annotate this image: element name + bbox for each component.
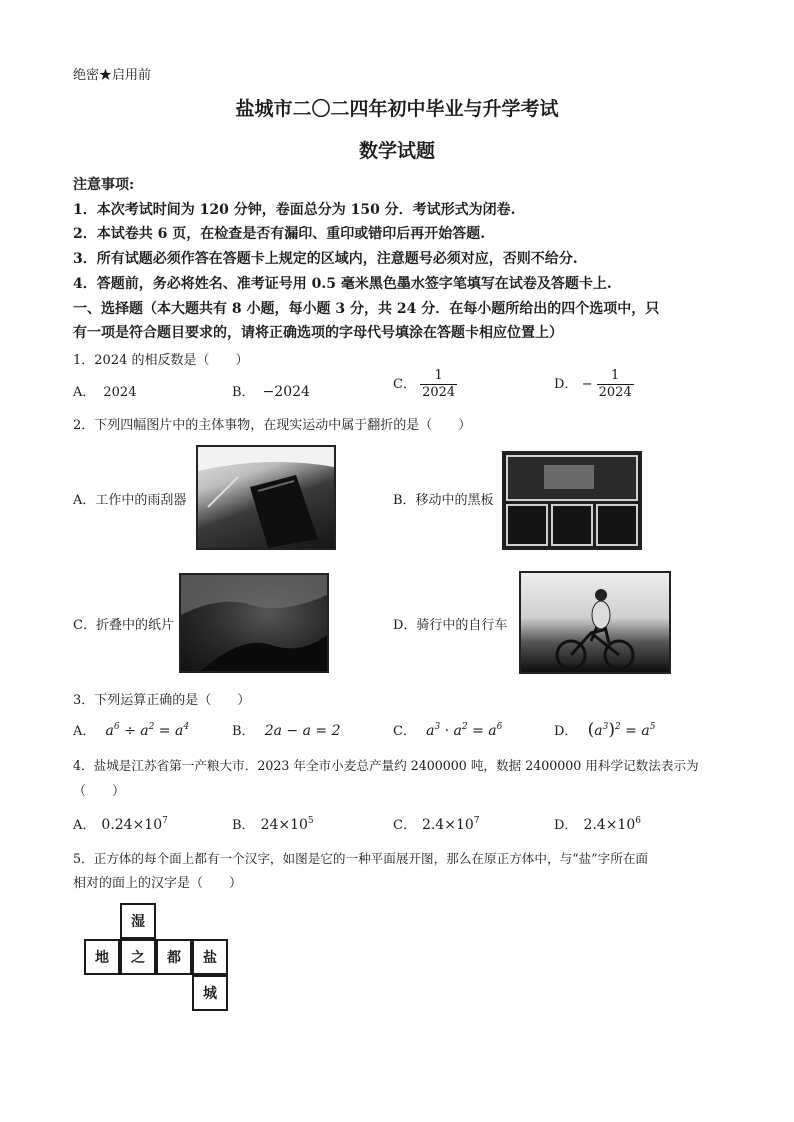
- wiper-photo: [196, 445, 336, 550]
- wiper-illustration: [198, 447, 334, 548]
- net-face-yan: 盐: [192, 939, 228, 975]
- q3-option-b: [232, 720, 340, 739]
- q1-d-denominator: 2024: [598, 385, 632, 400]
- q3-b-label: B．: [232, 724, 255, 739]
- q3-d-exp3: 5: [649, 722, 656, 732]
- q2-option-d-label: D．骑行中的自行车: [393, 618, 508, 633]
- q4-b-mantissa: 24×10: [260, 817, 308, 833]
- q3-a-exp2: 2: [148, 722, 155, 732]
- q3-a-exp3: 4: [183, 722, 190, 732]
- q4-option-d: [554, 814, 641, 833]
- q4-b-label: B．: [232, 818, 255, 833]
- notice-heading: 注意事项:: [73, 177, 135, 193]
- q3-a-label: A．: [73, 724, 96, 739]
- q3-stem: 3．下列运算正确的是（ ）: [73, 693, 251, 708]
- net-face-du: 都: [156, 939, 192, 975]
- net-face-zhi: 之: [120, 939, 156, 975]
- q3-d-expr: $(a^3)^2 = a^5$: [587, 720, 656, 740]
- q3-option-c: [393, 720, 502, 739]
- q3-d-label: D．: [554, 724, 578, 739]
- q5-stem-line2: 相对的面上的汉字是（ ）: [73, 876, 243, 891]
- exam-title: 盐城市二〇二四年初中毕业与升学考试: [235, 98, 559, 120]
- q1-option-d: [554, 368, 634, 401]
- q4-d-mantissa: 2.4×10: [583, 817, 636, 833]
- q1-d-fraction: [597, 368, 634, 401]
- q3-a-expr: [106, 723, 190, 739]
- q1-d-numerator: 1: [611, 368, 620, 383]
- paper-folding-illustration: [181, 575, 327, 671]
- secret-label: 绝密★启用前: [73, 68, 152, 83]
- q1-d-label: D．: [554, 377, 578, 392]
- q4-c-exponent: 7: [473, 816, 480, 826]
- q2-stem: 2．下列四幅图片中的主体事物，在现实运动中属于翻折的是（ ）: [73, 418, 472, 433]
- q3-option-d: [554, 720, 655, 740]
- q4-stem-line1: 4．盐城是江苏省第一产粮大市．2023 年全市小麦总产量约 2400000 吨，数据 2400000 用科学记数法表示为: [73, 758, 699, 773]
- q4-c-label: C．: [393, 818, 416, 833]
- q3-c-exp1: 3: [434, 722, 441, 732]
- q1-b-value: −2024: [262, 384, 310, 400]
- q2-option-b-label: B．移动中的黑板: [393, 493, 494, 508]
- q2-option-a-label: A．工作中的雨刮器: [73, 493, 187, 508]
- q3-b-expr: 2a − a = 2: [264, 723, 341, 739]
- q1-a-label: A．: [73, 385, 96, 400]
- q1-c-numerator: 1: [434, 368, 443, 383]
- q3-d-inner-exp: 3: [602, 722, 609, 732]
- q3-a-exp1: 6: [113, 722, 120, 732]
- q5-stem-line1: 5．正方体的每个面上都有一个汉字，如图是它的一种平面展开图，那么在原正方体中，与“盐”字所在面: [73, 851, 649, 866]
- notice-item-4: 4．答题前，务必将姓名、准考证号用 0.5 毫米黑色墨水签字笔填写在试卷及答题卡上.: [73, 276, 612, 292]
- q4-option-c: [393, 814, 480, 833]
- q1-a-value: 2024: [103, 385, 137, 400]
- q4-a-exponent: 7: [162, 816, 168, 826]
- q3-c-label: C．: [393, 724, 416, 739]
- q1-option-b: [232, 381, 310, 400]
- exam-subject: 数学试题: [358, 140, 435, 162]
- q4-stem-line2: （ ）: [73, 784, 126, 799]
- q1-c-fraction: [420, 368, 457, 401]
- q4-b-exponent: 5: [307, 816, 314, 826]
- q3-c-eq: =: [467, 723, 489, 739]
- bicycle-photo: [519, 571, 671, 674]
- blackboard-illustration: [504, 453, 640, 548]
- q1-option-a: [73, 381, 136, 400]
- q3-c-base3: a: [488, 723, 497, 739]
- net-face-cheng: 城: [192, 975, 228, 1011]
- q3-c-exp2: 2: [461, 722, 468, 732]
- net-face-di: 地: [84, 939, 120, 975]
- q3-a-base2: a: [140, 723, 149, 739]
- q2-option-c-label: C．折叠中的纸片: [73, 618, 174, 633]
- section-heading-line2: 有一项是符合题目要求的，请将正确选项的字母代号填涂在答题卡相应位置上）: [73, 325, 563, 341]
- q3-a-op: ÷: [119, 723, 141, 739]
- q3-d-base: a: [594, 723, 603, 739]
- notice-item-1: 1．本次考试时间为 120 分钟，卷面总分为 150 分．考试形式为闭卷.: [73, 202, 516, 218]
- q1-d-sign: −: [581, 377, 593, 392]
- q3-c-exp3: 6: [496, 722, 503, 732]
- q1-c-label: C．: [393, 377, 416, 392]
- q3-d-eq: =: [620, 723, 642, 739]
- q3-c-base2: a: [453, 723, 462, 739]
- q4-a-label: A．: [73, 818, 96, 833]
- q3-d-outer-exp: 2: [614, 722, 621, 732]
- q4-option-b: [232, 814, 314, 833]
- q4-option-a: [73, 814, 168, 833]
- q1-option-c: [393, 368, 457, 401]
- q1-stem: 1．2024 的相反数是（ ）: [73, 353, 249, 368]
- q3-d-base3: a: [641, 723, 650, 739]
- net-face-shi: 湿: [120, 903, 156, 939]
- notice-item-2: 2．本试卷共 6 页，在检查是否有漏印、重印或错印后再开始答题.: [73, 226, 486, 242]
- cyclist-illustration: [521, 573, 669, 672]
- q1-c-denominator: 2024: [422, 385, 456, 400]
- notice-item-3: 3．所有试题必须作答在答题卡上规定的区域内，注意题号必须对应，否则不给分.: [73, 251, 578, 267]
- q3-c-expr: [426, 723, 502, 739]
- q1-b-label: B．: [232, 385, 255, 400]
- section-heading-line1: 一、选择题（本大题共有 8 小题，每小题 3 分，共 24 分．在每小题所给出的四个选项中，只: [73, 301, 660, 317]
- q3-c-op: ·: [440, 723, 454, 739]
- q3-option-a: [73, 720, 189, 739]
- q4-d-label: D．: [554, 818, 578, 833]
- q3-c-base1: a: [426, 723, 435, 739]
- q4-a-mantissa: 0.24×10: [101, 817, 163, 833]
- paper-folding-photo: [179, 573, 329, 673]
- q3-a-base3: a: [175, 723, 184, 739]
- q3-a-base1: a: [105, 723, 114, 739]
- q4-c-mantissa: 2.4×10: [421, 817, 474, 833]
- q3-a-eq: =: [154, 723, 175, 739]
- q4-d-exponent: 6: [635, 816, 641, 826]
- blackboard-photo: [502, 451, 642, 550]
